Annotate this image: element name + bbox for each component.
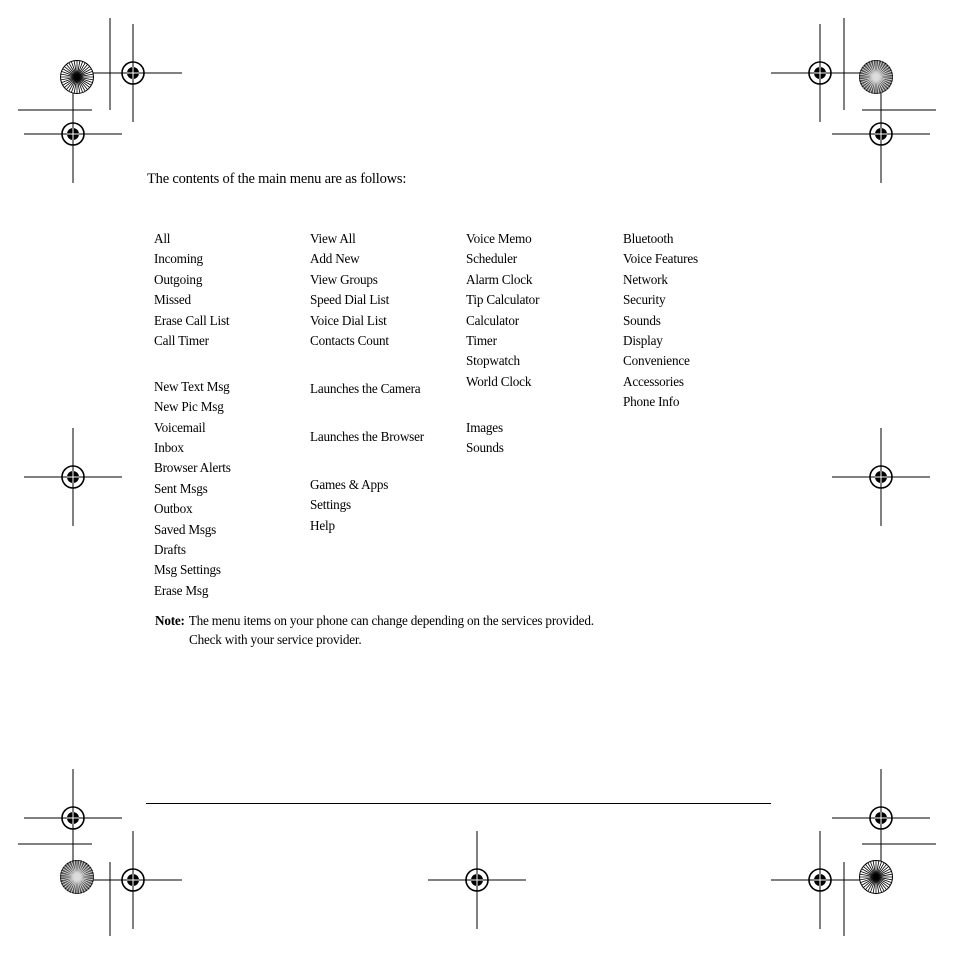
menu-column-1 [154, 229, 231, 601]
menu-item: Call Timer [154, 332, 209, 348]
menu-item: Alarm Clock [466, 271, 533, 287]
color-starburst-icon [860, 861, 893, 894]
menu-item: Accessories [623, 373, 684, 389]
menu-item: Contacts Count [310, 332, 389, 348]
menu-item: New Pic Msg [154, 399, 224, 415]
menu-item: Network [623, 271, 668, 287]
menu-item: Bluetooth [623, 231, 674, 246]
menu-item: View Groups [310, 271, 378, 287]
registration-target-icon [84, 831, 182, 929]
menu-item: View All [310, 231, 356, 246]
menu-item: Missed [154, 292, 191, 308]
group-spacer [310, 351, 424, 379]
menu-item: Settings [310, 497, 351, 513]
menu-item: Sounds [623, 312, 661, 328]
registration-target-icon [428, 831, 526, 929]
note-block [155, 611, 594, 649]
menu-item: Calculator [466, 312, 519, 328]
menu-item: Inbox [154, 440, 184, 456]
registration-target-icon [832, 428, 930, 526]
menu-item: Browser Alerts [154, 460, 231, 476]
menu-item: Add New [310, 251, 360, 267]
registration-target-icon [771, 24, 869, 122]
menu-item: Images [466, 419, 503, 435]
menu-item: Erase Call List [154, 312, 230, 328]
group-spacer [310, 447, 424, 475]
menu-item: Voice Dial List [310, 312, 387, 328]
menu-item: Outbox [154, 501, 193, 517]
color-starburst-icon [61, 861, 94, 894]
menu-item: Voicemail [154, 419, 206, 435]
menu-item: Speed Dial List [310, 292, 390, 308]
menu-item: Voice Features [623, 251, 698, 267]
menu-item: Timer [466, 332, 497, 348]
menu-column-2 [310, 229, 424, 536]
menu-item: Display [623, 332, 663, 348]
menu-item: Help [310, 517, 335, 533]
registration-target-icon [832, 769, 930, 867]
intro-text: The contents of the main menu are as follows: [147, 171, 407, 187]
menu-item: Scheduler [466, 251, 517, 267]
menu-item: Msg Settings [154, 562, 221, 578]
menu-item: Launches the Browser [310, 428, 424, 444]
menu-item: Outgoing [154, 271, 203, 287]
group-spacer [154, 351, 231, 377]
menu-item: Security [623, 292, 666, 308]
note-line-1: The menu items on your phone can change depending on the services provided. [188, 613, 594, 628]
menu-item: Convenience [623, 353, 690, 369]
menu-item: Sounds [466, 440, 504, 456]
note-line-2: Check with your service provider. [189, 632, 362, 647]
menu-item: Launches the Camera [310, 380, 421, 396]
footer-rule [146, 803, 771, 804]
registration-target-icon [84, 24, 182, 122]
menu-column-3 [466, 229, 539, 458]
note-label: Note: [155, 613, 185, 628]
menu-item: Voice Memo [466, 231, 532, 246]
registration-target-icon [24, 428, 122, 526]
menu-item: Tip Calculator [466, 292, 540, 308]
menu-item: New Text Msg [154, 378, 230, 394]
color-starburst-icon [860, 61, 893, 94]
menu-item: All [154, 231, 171, 246]
menu-item: Erase Msg [154, 582, 209, 598]
menu-item: Games & Apps [310, 476, 389, 492]
registration-target-icon [24, 769, 122, 867]
color-starburst-icon [61, 61, 94, 94]
menu-item: Drafts [154, 541, 186, 557]
registration-target-icon [24, 85, 122, 183]
menu-item: Stopwatch [466, 353, 520, 369]
registration-target-icon [832, 85, 930, 183]
menu-column-4 [623, 229, 698, 413]
menu-item: Sent Msgs [154, 480, 208, 496]
registration-target-icon [771, 831, 869, 929]
menu-item: Incoming [154, 251, 203, 267]
menu-item: World Clock [466, 373, 532, 389]
menu-item: Saved Msgs [154, 521, 217, 537]
group-spacer [466, 392, 539, 418]
menu-item: Phone Info [623, 394, 680, 410]
group-spacer [310, 399, 424, 427]
